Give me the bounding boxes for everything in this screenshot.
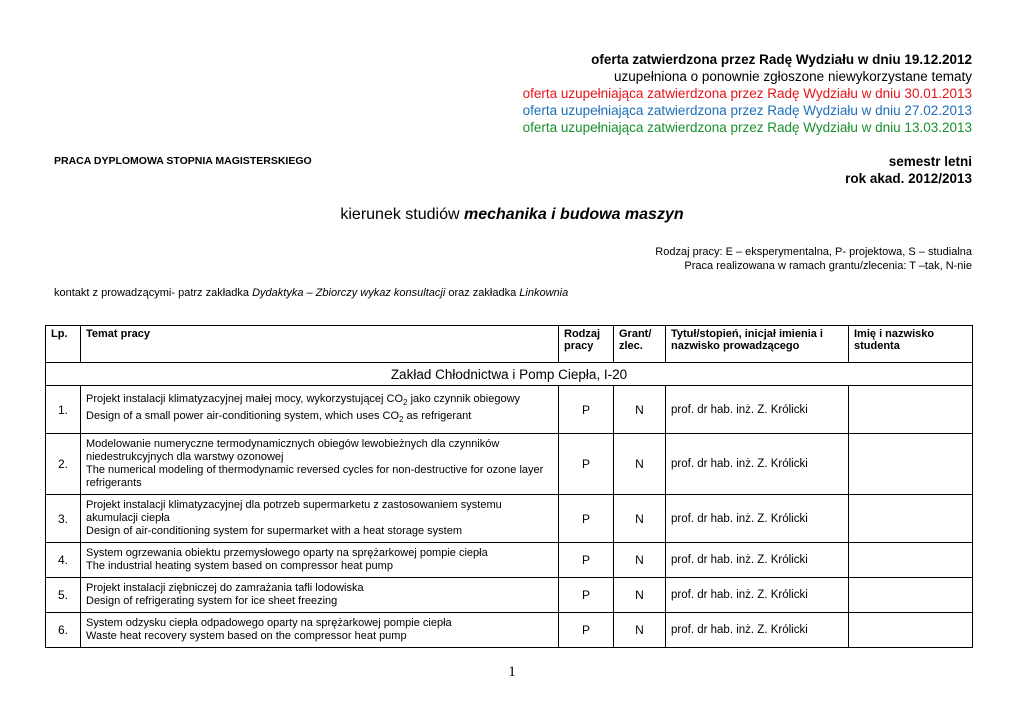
page-number: 1	[508, 664, 516, 680]
topic-pl: Modelowanie numeryczne termodynamicznych obiegów lewobieżnych dla czynników niedestrukcyjnych dla warstwy ozonowej	[86, 438, 500, 463]
work-type: P	[559, 543, 614, 578]
col-header-topic: Temat pracy	[81, 326, 559, 363]
table-row	[46, 386, 973, 434]
topic-cell	[81, 543, 559, 578]
topic-cell	[81, 613, 559, 648]
semester-info	[845, 153, 972, 187]
student-name	[849, 613, 973, 648]
supervisor: prof. dr hab. inż. Z. Królicki	[666, 543, 849, 578]
academic-year: rok akad. 2012/2013	[845, 171, 972, 186]
row-number: 2.	[46, 434, 81, 495]
approval-line-1: oferta zatwierdzona przez Radę Wydziału w dniu 19.12.2012	[591, 52, 972, 67]
student-name	[849, 543, 973, 578]
type-legend-line-2: Praca realizowana w ramach grantu/zlecenia: T –tak, N-nie	[684, 260, 972, 272]
topic-cell	[81, 578, 559, 613]
student-name	[849, 434, 973, 495]
grant-flag: N	[614, 434, 666, 495]
work-type: P	[559, 434, 614, 495]
topic-en: The industrial heating system based on compressor heat pump	[86, 560, 393, 572]
semester: semestr letni	[888, 154, 972, 169]
field-of-study-prefix: kierunek studiów	[340, 206, 464, 223]
topic-cell	[81, 386, 559, 434]
topic-pl: System odzysku ciepła odpadowego oparty na sprężarkowej pompie ciepła	[86, 617, 452, 629]
topic-en: Design of a small power air-conditioning system, which uses $CO_2$ as refrigerant	[86, 409, 472, 424]
approval-header	[523, 51, 972, 136]
approval-line-2: uzupełniona o ponownie zgłoszone niewykorzystane tematy	[614, 69, 972, 84]
topic-pl: Projekt instalacji klimatyzacyjnej dla potrzeb supermarketu z zastosowaniem systemu akumulacji ciepła	[86, 499, 502, 524]
supervisor: prof. dr hab. inż. Z. Królicki	[666, 386, 849, 434]
thesis-type-title: PRACA DYPLOMOWA STOPNIA MAGISTERSKIEGO	[54, 155, 312, 167]
approval-line-3: oferta uzupełniająca zatwierdzona przez Radę Wydziału w dniu 30.01.2013	[522, 86, 972, 101]
contact-text-1: kontakt z prowadzącymi- patrz zakładka	[54, 287, 253, 299]
table-row	[46, 434, 973, 495]
row-number: 4.	[46, 543, 81, 578]
field-of-study-name: mechanika i budowa maszyn	[464, 206, 684, 223]
supervisor: prof. dr hab. inż. Z. Królicki	[666, 434, 849, 495]
topics-table	[45, 325, 973, 648]
topic-pl: Projekt instalacji klimatyzacyjnej małej mocy, wykorzystującej $CO_2$ jako czynnik obiegowy	[86, 393, 521, 408]
col-header-supervisor: Tytuł/stopień, inicjał imienia i nazwisko prowadzącego	[666, 326, 849, 363]
row-number: 5.	[46, 578, 81, 613]
col-header-grant: Grant/ zlec.	[614, 326, 666, 363]
table-header-row	[46, 326, 973, 363]
work-type: P	[559, 495, 614, 543]
table-row	[46, 543, 973, 578]
col-header-lp: Lp.	[46, 326, 81, 363]
table-row	[46, 613, 973, 648]
supervisor: prof. dr hab. inż. Z. Królicki	[666, 613, 849, 648]
row-number: 1.	[46, 386, 81, 434]
student-name	[849, 578, 973, 613]
section-row	[46, 363, 973, 386]
table-row	[46, 495, 973, 543]
topic-en: Design of air-conditioning system for supermarket with a heat storage system	[86, 525, 462, 537]
work-type: P	[559, 578, 614, 613]
approval-line-5: oferta uzupełniająca zatwierdzona przez Radę Wydziału w dniu 13.03.2013	[522, 120, 972, 135]
contact-text-2: oraz zakładka	[445, 287, 520, 299]
approval-line-4: oferta uzupełniająca zatwierdzona przez Radę Wydziału w dniu 27.02.2013	[522, 103, 972, 118]
col-header-type: Rodzaj pracy	[559, 326, 614, 363]
topic-cell	[81, 434, 559, 495]
work-type: P	[559, 613, 614, 648]
topic-cell	[81, 495, 559, 543]
grant-flag: N	[614, 543, 666, 578]
topic-en: Waste heat recovery system based on the compressor heat pump	[86, 630, 407, 642]
table-row	[46, 578, 973, 613]
grant-flag: N	[614, 495, 666, 543]
contact-note	[54, 287, 568, 299]
contact-tab-linkownia: Linkownia	[519, 287, 569, 299]
topic-pl: System ogrzewania obiektu przemysłowego oparty na sprężarkowej pompie ciepła	[86, 547, 488, 559]
student-name	[849, 495, 973, 543]
type-legend-line-1: Rodzaj pracy: E – eksperymentalna, P- projektowa, S – studialna	[655, 246, 972, 258]
work-type: P	[559, 386, 614, 434]
grant-flag: N	[614, 386, 666, 434]
grant-flag: N	[614, 613, 666, 648]
field-of-study	[0, 206, 1024, 224]
department-section: Zakład Chłodnictwa i Pomp Ciepła, I-20	[46, 363, 973, 386]
topic-pl: Projekt instalacji ziębniczej do zamrażania tafli lodowiska	[86, 582, 364, 594]
row-number: 3.	[46, 495, 81, 543]
contact-tab-dydaktyka: Dydaktyka – Zbiorczy wykaz konsultacji	[252, 287, 446, 299]
supervisor: prof. dr hab. inż. Z. Królicki	[666, 578, 849, 613]
supervisor: prof. dr hab. inż. Z. Królicki	[666, 495, 849, 543]
grant-flag: N	[614, 578, 666, 613]
topic-en: Design of refrigerating system for ice sheet freezing	[86, 595, 338, 607]
col-header-student: Imię i nazwisko studenta	[849, 326, 973, 363]
type-legend	[655, 245, 972, 273]
row-number: 6.	[46, 613, 81, 648]
topic-en: The numerical modeling of thermodynamic reversed cycles for non-destructive for ozone layer refrigerants	[86, 464, 544, 489]
student-name	[849, 386, 973, 434]
